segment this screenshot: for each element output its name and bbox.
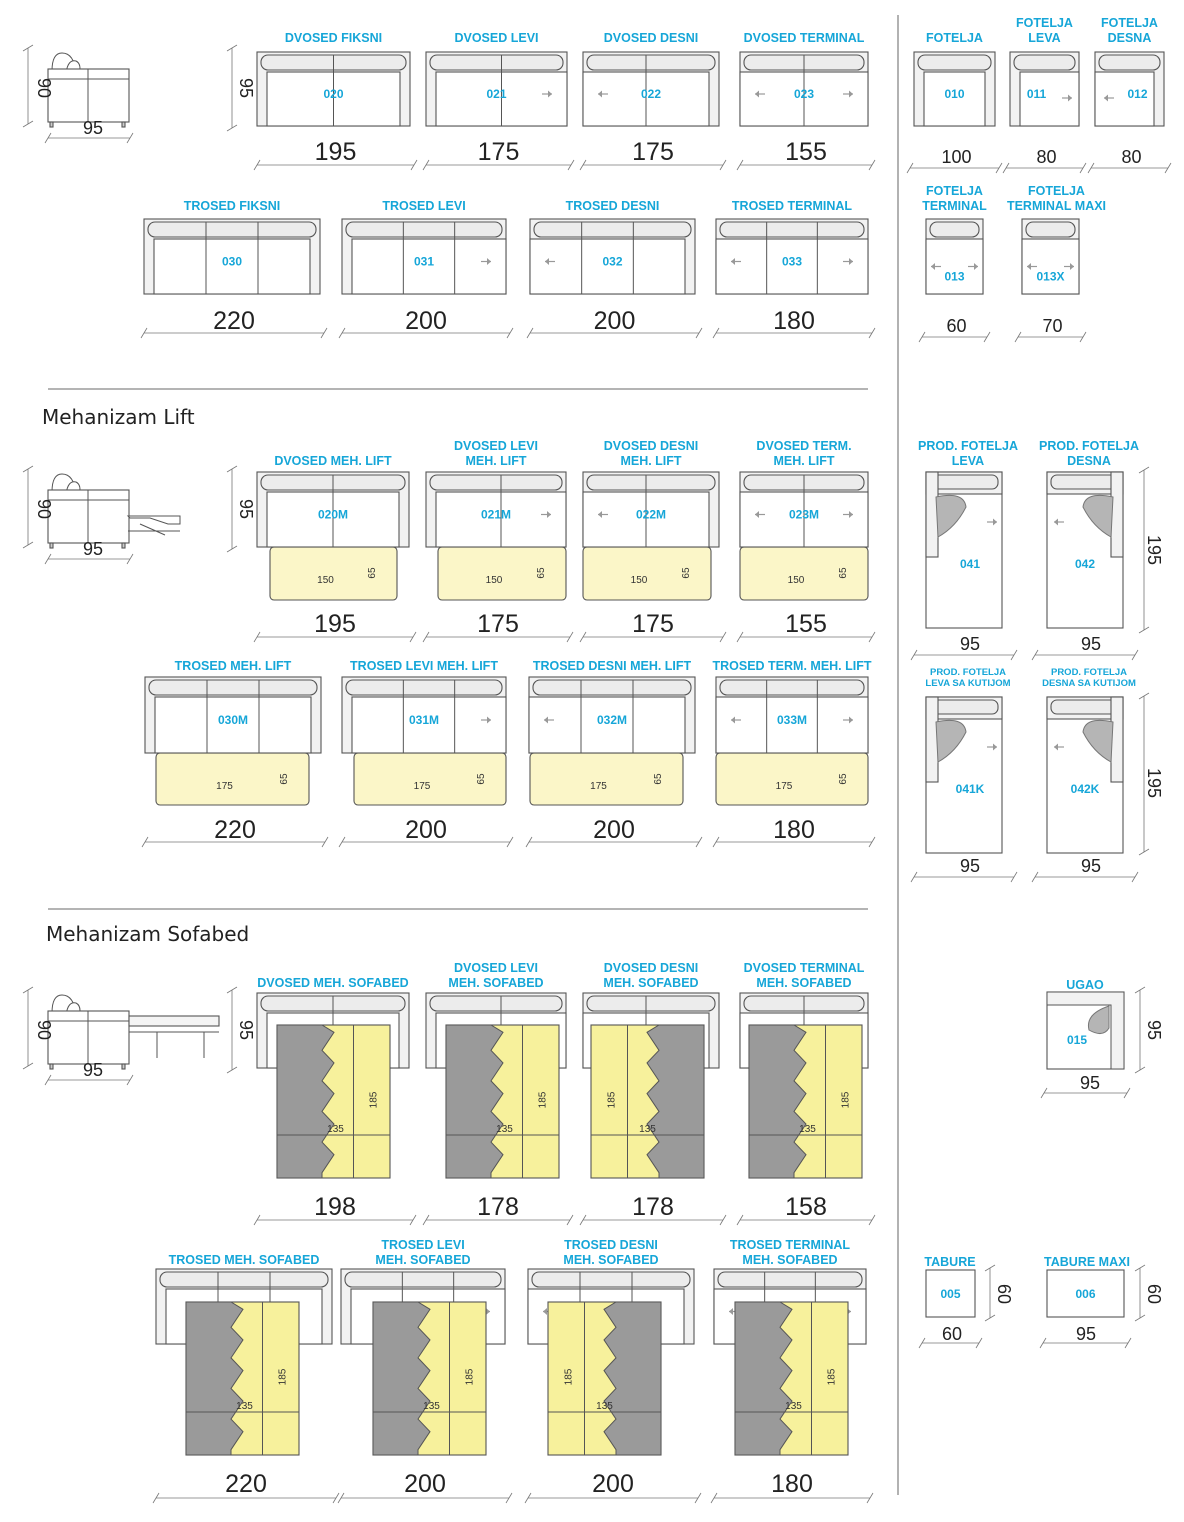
extension-module-042K — [1032, 667, 1138, 882]
bed-length: 150 — [485, 575, 503, 586]
side-height-label: 90 — [34, 498, 54, 520]
back-cushion — [1014, 55, 1075, 70]
module-code: 041 — [959, 557, 981, 571]
back-cushion — [346, 680, 502, 695]
extension-modules — [911, 439, 1164, 882]
lift-bed-032M — [530, 753, 683, 805]
bed-length: 185 — [840, 1091, 852, 1109]
module-width: 200 — [405, 307, 447, 335]
side-view-lift — [23, 466, 180, 564]
lift-bed-020M — [270, 547, 397, 600]
module-name: MEH. SOFABED — [742, 1253, 838, 1267]
module-width: 158 — [785, 1193, 827, 1221]
module-name: DVOSED DESNI — [603, 439, 699, 453]
side-height-label: 90 — [34, 77, 54, 99]
module-name: TROSED DESNI — [564, 1238, 658, 1252]
module-code: 005 — [940, 1287, 961, 1301]
module-name: MEH. SOFABED — [375, 1253, 471, 1267]
module-name: MEH. SOFABED — [448, 976, 544, 990]
module-name: TROSED LEVI — [381, 1238, 465, 1252]
depth-dim — [227, 466, 237, 552]
lift-module-033M — [712, 659, 875, 847]
bed-width: 65 — [681, 567, 692, 579]
module-name: FOTELJA — [1101, 16, 1158, 30]
module-width: 175 — [477, 138, 520, 166]
module-name: MEH. LIFT — [773, 454, 835, 468]
extension-arm — [1111, 472, 1123, 557]
std-module-032 — [527, 199, 702, 338]
module-code: 013X — [1036, 269, 1065, 284]
side-view-sofabed — [23, 987, 219, 1085]
bed-width: 135 — [423, 1401, 440, 1412]
module-name: TROSED TERMINAL — [729, 1238, 851, 1252]
back-cushion — [1099, 55, 1160, 70]
module-width: 155 — [785, 610, 827, 638]
module-name: DESNA SA KUTIJOM — [1042, 678, 1136, 689]
side-view-none — [23, 45, 133, 143]
module-code: 020 — [323, 87, 344, 101]
corner-width: 95 — [1079, 1073, 1101, 1093]
bed-width: 135 — [496, 1124, 513, 1135]
module-code: 030M — [217, 713, 249, 727]
module-width: 95 — [959, 634, 981, 654]
back-cushion — [587, 475, 715, 490]
module-name: MEH. LIFT — [620, 454, 682, 468]
module-name: LEVA SA KUTIJOM — [925, 678, 1011, 689]
module-name: UGAO — [1066, 978, 1104, 992]
back-cushion — [160, 1272, 328, 1287]
standard-modules — [141, 31, 875, 338]
module-width: 220 — [214, 816, 256, 844]
module-code: 041K — [955, 782, 985, 796]
depth-dim — [227, 987, 237, 1073]
bed-length: 175 — [775, 781, 793, 792]
side-depth-label: 95 — [82, 1060, 104, 1080]
module-width: 60 — [946, 316, 967, 336]
bed-width: 65 — [536, 567, 547, 579]
back-cushion — [720, 222, 864, 237]
side-leg — [122, 1064, 125, 1069]
module-width: 195 — [314, 610, 356, 638]
back-cushion — [718, 1272, 862, 1287]
module-name: DVOSED FIKSNI — [284, 31, 383, 45]
module-name: FOTELJA — [926, 31, 983, 45]
module-width: 100 — [941, 147, 972, 167]
lift-bed-023M — [740, 547, 868, 600]
module-name: TROSED DESNI — [565, 199, 660, 213]
back-cushion — [918, 55, 991, 70]
bed-width: 65 — [838, 773, 849, 785]
module-name: MEH. SOFABED — [563, 1253, 659, 1267]
module-code: 042 — [1074, 557, 1096, 571]
back-cushion — [533, 680, 691, 695]
std-module-021 — [423, 31, 574, 170]
side-leg — [50, 122, 53, 127]
depth-dim — [1135, 987, 1145, 1073]
module-code: 033 — [781, 254, 803, 269]
bed-length: 175 — [216, 781, 233, 792]
bed-length: 185 — [537, 1091, 549, 1109]
lift-mechanism — [128, 516, 180, 524]
section-title-lift: Mehanizam Lift — [42, 405, 195, 429]
extension-length: 195 — [1144, 534, 1164, 566]
stool-depth: 60 — [1144, 1283, 1164, 1305]
back-cushion — [1026, 222, 1075, 237]
lift-bed-030M — [156, 753, 309, 805]
module-width: 200 — [592, 1470, 634, 1498]
module-width: 175 — [632, 138, 674, 166]
back-cushion — [430, 996, 562, 1011]
module-name: TROSED MEH. SOFABED — [168, 1253, 320, 1267]
depth-label: 95 — [236, 1019, 256, 1041]
std-module-020 — [254, 31, 417, 170]
armchair-module-010 — [907, 31, 1002, 173]
corner-and-stools — [919, 978, 1164, 1348]
extension-arm — [1111, 697, 1123, 782]
module-width: 80 — [1036, 147, 1057, 167]
extension-arm — [926, 697, 938, 782]
lift-bed-031M — [354, 753, 506, 805]
module-width: 178 — [477, 1193, 519, 1221]
module-code: 022M — [635, 507, 667, 522]
extension-module-041 — [911, 439, 1018, 660]
module-width: 195 — [314, 138, 357, 166]
lift-arm — [140, 524, 165, 535]
sofabed-bed-021SBM — [446, 1025, 559, 1178]
lift-module-032M — [526, 659, 702, 847]
back-cushion — [534, 222, 691, 237]
lift-bed-022M — [583, 547, 711, 600]
module-name: FOTELJA — [1028, 184, 1085, 198]
module-code: 022 — [640, 87, 662, 101]
sofabed-modules — [153, 961, 875, 1503]
std-module-023 — [737, 31, 875, 170]
bed-length: 185 — [606, 1091, 618, 1109]
module-name: TROSED LEVI MEH. LIFT — [350, 659, 498, 673]
corner-module-015 — [1041, 978, 1164, 1098]
module-code: 006 — [1075, 1287, 1096, 1301]
module-name: DVOSED MEH. LIFT — [274, 454, 392, 468]
lift-module-031M — [339, 659, 513, 847]
module-width: 95 — [1080, 634, 1102, 654]
module-name: DVOSED TERM. — [756, 439, 852, 453]
module-name: TROSED TERMINAL — [731, 199, 853, 213]
bed-length: 175 — [413, 781, 431, 792]
depth-label: 95 — [236, 77, 256, 99]
module-width: 200 — [593, 307, 636, 335]
bed-length: 175 — [590, 781, 607, 792]
lift-module-021M — [423, 439, 573, 642]
sofabed-bed-023SBM — [749, 1025, 862, 1178]
module-name: DESNA — [1107, 31, 1152, 45]
back-cushion — [532, 1272, 690, 1287]
depth-dim — [985, 1265, 995, 1321]
module-code: 032M — [596, 713, 628, 727]
module-name: TERMINAL MAXI — [1006, 199, 1107, 213]
back-cushion — [430, 55, 563, 70]
module-code: 020M — [317, 507, 349, 522]
module-code: 031M — [408, 713, 440, 727]
bed-width: 65 — [653, 773, 664, 785]
module-name: PROD. FOTELJA — [929, 667, 1007, 678]
std-module-033 — [713, 199, 875, 338]
section-title-sofabed: Mehanizam Sofabed — [46, 922, 250, 946]
bed-length: 185 — [368, 1091, 380, 1109]
bed-width: 135 — [799, 1124, 816, 1135]
extension-arm — [926, 472, 938, 557]
back-cushion — [930, 700, 998, 714]
module-code: 023M — [788, 507, 820, 522]
module-name: TERMINAL — [922, 199, 987, 213]
side-height-label: 90 — [34, 1019, 54, 1041]
bed-width: 135 — [785, 1401, 802, 1412]
back-cushion — [345, 1272, 501, 1287]
module-width: 175 — [632, 610, 674, 638]
module-name: PROD. FOTELJA — [1050, 667, 1128, 678]
module-width: 175 — [477, 610, 519, 638]
module-code: 042K — [1070, 782, 1100, 796]
back-cushion — [587, 55, 715, 70]
module-width: 220 — [225, 1470, 267, 1498]
module-width: 95 — [1080, 856, 1102, 876]
stool-module-006 — [1040, 1255, 1164, 1348]
back-cushion — [930, 475, 998, 489]
module-width: 198 — [314, 1193, 356, 1221]
module-code: 015 — [1066, 1033, 1088, 1047]
module-name: TROSED LEVI — [382, 199, 466, 213]
bed-width: 135 — [327, 1124, 344, 1135]
bed-length: 185 — [826, 1368, 838, 1386]
side-leg — [122, 543, 125, 548]
module-name: MEH. SOFABED — [603, 976, 699, 990]
module-name: DVOSED TERMINAL — [743, 31, 865, 45]
module-width: 200 — [405, 816, 447, 844]
side-depth-label: 95 — [82, 118, 104, 138]
module-code: 030 — [221, 254, 243, 269]
module-width: 200 — [404, 1470, 446, 1498]
module-name: TROSED MEH. LIFT — [174, 659, 292, 673]
depth-label: 95 — [236, 498, 256, 520]
module-code: 032 — [602, 254, 623, 269]
module-width: 95 — [959, 856, 981, 876]
module-code: 021M — [480, 507, 512, 522]
back-cushion — [930, 222, 979, 237]
module-code: 011 — [1026, 87, 1047, 101]
sofabed-bed-022SBM — [591, 1025, 704, 1178]
module-width: 180 — [773, 307, 815, 335]
std-module-031 — [339, 199, 513, 338]
side-leg — [122, 122, 125, 127]
extension-module-042 — [1032, 439, 1139, 660]
back-cushion — [430, 475, 562, 490]
module-name: DVOSED LEVI — [453, 961, 539, 975]
module-width: 180 — [771, 1470, 813, 1498]
back-cushion — [1051, 700, 1119, 714]
extension-length: 195 — [1144, 767, 1164, 799]
lift-module-022M — [580, 439, 726, 642]
armchair-module-012 — [1088, 16, 1171, 173]
module-name: FOTELJA — [1016, 16, 1073, 30]
stool-module-005 — [919, 1255, 1014, 1348]
armchair-module-013X — [1007, 184, 1106, 342]
module-code: 012 — [1127, 87, 1148, 101]
bed-width: 135 — [639, 1124, 656, 1135]
module-name: MEH. SOFABED — [756, 976, 852, 990]
module-name: PROD. FOTELJA — [917, 439, 1019, 453]
bed-length: 150 — [787, 575, 805, 586]
corner-depth: 95 — [1144, 1019, 1164, 1041]
back-cushion — [587, 996, 715, 1011]
bed-width: 65 — [367, 567, 378, 579]
lift-module-023M — [737, 439, 875, 642]
module-width: 70 — [1042, 316, 1063, 336]
armchair-module-013 — [919, 184, 990, 342]
bed-length: 150 — [317, 575, 334, 586]
module-width: 178 — [632, 1193, 674, 1221]
module-name: TROSED DESNI MEH. LIFT — [532, 659, 692, 673]
lift-bed-021M — [438, 547, 566, 600]
sofabed-bed-033SBM — [735, 1302, 848, 1455]
module-width: 200 — [593, 816, 635, 844]
side-height-dim — [23, 45, 33, 127]
module-width: 180 — [773, 816, 815, 844]
side-leg — [50, 543, 53, 548]
side-height-dim — [23, 466, 33, 548]
module-name: DVOSED LEVI — [454, 31, 539, 45]
bed-width: 65 — [838, 567, 849, 579]
back-cushion — [720, 680, 864, 695]
lift-module-030M — [142, 659, 328, 847]
bed-width: 135 — [596, 1401, 613, 1412]
depth-dim — [1135, 1265, 1145, 1321]
module-code: 013 — [944, 269, 965, 284]
module-name: TABURE — [924, 1255, 976, 1269]
stool-depth: 60 — [994, 1283, 1014, 1305]
side-height-dim — [23, 987, 33, 1069]
sofabed-bed-032SBM — [548, 1302, 661, 1455]
module-width: 220 — [213, 307, 255, 335]
module-name: DVOSED LEVI — [453, 439, 539, 453]
module-name: DVOSED MEH. SOFABED — [257, 976, 409, 990]
sofabed-bed-031SBM — [373, 1302, 486, 1455]
armchair-module-011 — [1003, 16, 1086, 173]
module-name: LEVA — [1028, 31, 1061, 45]
side-depth-label: 95 — [82, 539, 104, 559]
module-name: TROSED TERM. MEH. LIFT — [712, 659, 872, 673]
bed-length: 185 — [563, 1368, 575, 1386]
module-code: 033M — [776, 713, 808, 727]
module-code: 010 — [944, 87, 965, 101]
module-name: PROD. FOTELJA — [1038, 439, 1140, 453]
module-name: FOTELJA — [926, 184, 983, 198]
bed-width: 65 — [476, 773, 487, 785]
module-code: 021 — [486, 87, 507, 101]
lift-bed-033M — [716, 753, 868, 805]
stool-width: 95 — [1075, 1324, 1097, 1344]
module-name: DVOSED DESNI — [603, 31, 699, 45]
module-name: DVOSED TERMINAL — [743, 961, 865, 975]
module-name: TROSED FIKSNI — [183, 199, 281, 213]
extension-module-041K — [911, 667, 1017, 882]
back-cushion — [1051, 475, 1119, 489]
bed-width: 65 — [279, 773, 290, 785]
sofabed-bed-020SBM — [277, 1025, 390, 1178]
module-name: TABURE MAXI — [1044, 1255, 1130, 1269]
bed-length: 150 — [630, 575, 648, 586]
module-width: 155 — [785, 138, 827, 166]
module-width: 80 — [1121, 147, 1142, 167]
lift-modules — [142, 439, 875, 847]
sofabed-mattress — [129, 1016, 219, 1026]
module-name: LEVA — [951, 454, 985, 468]
depth-dim — [227, 45, 237, 131]
std-module-030 — [141, 199, 327, 338]
module-code: 031 — [413, 254, 435, 269]
sofabed-bed-030SBM — [186, 1302, 299, 1455]
module-name: DVOSED DESNI — [603, 961, 699, 975]
std-module-022 — [580, 31, 726, 170]
module-code: 023 — [793, 87, 815, 101]
back-cushion — [149, 680, 317, 695]
bed-width: 135 — [236, 1401, 253, 1412]
back-cushion — [346, 222, 502, 237]
module-name: MEH. LIFT — [465, 454, 527, 468]
armchair-modules — [907, 16, 1171, 342]
module-name: DESNA — [1067, 454, 1111, 468]
bed-length: 185 — [277, 1368, 289, 1386]
side-leg — [50, 1064, 53, 1069]
stool-width: 60 — [941, 1324, 963, 1344]
back-cushion — [148, 222, 316, 237]
bed-length: 185 — [464, 1368, 476, 1386]
